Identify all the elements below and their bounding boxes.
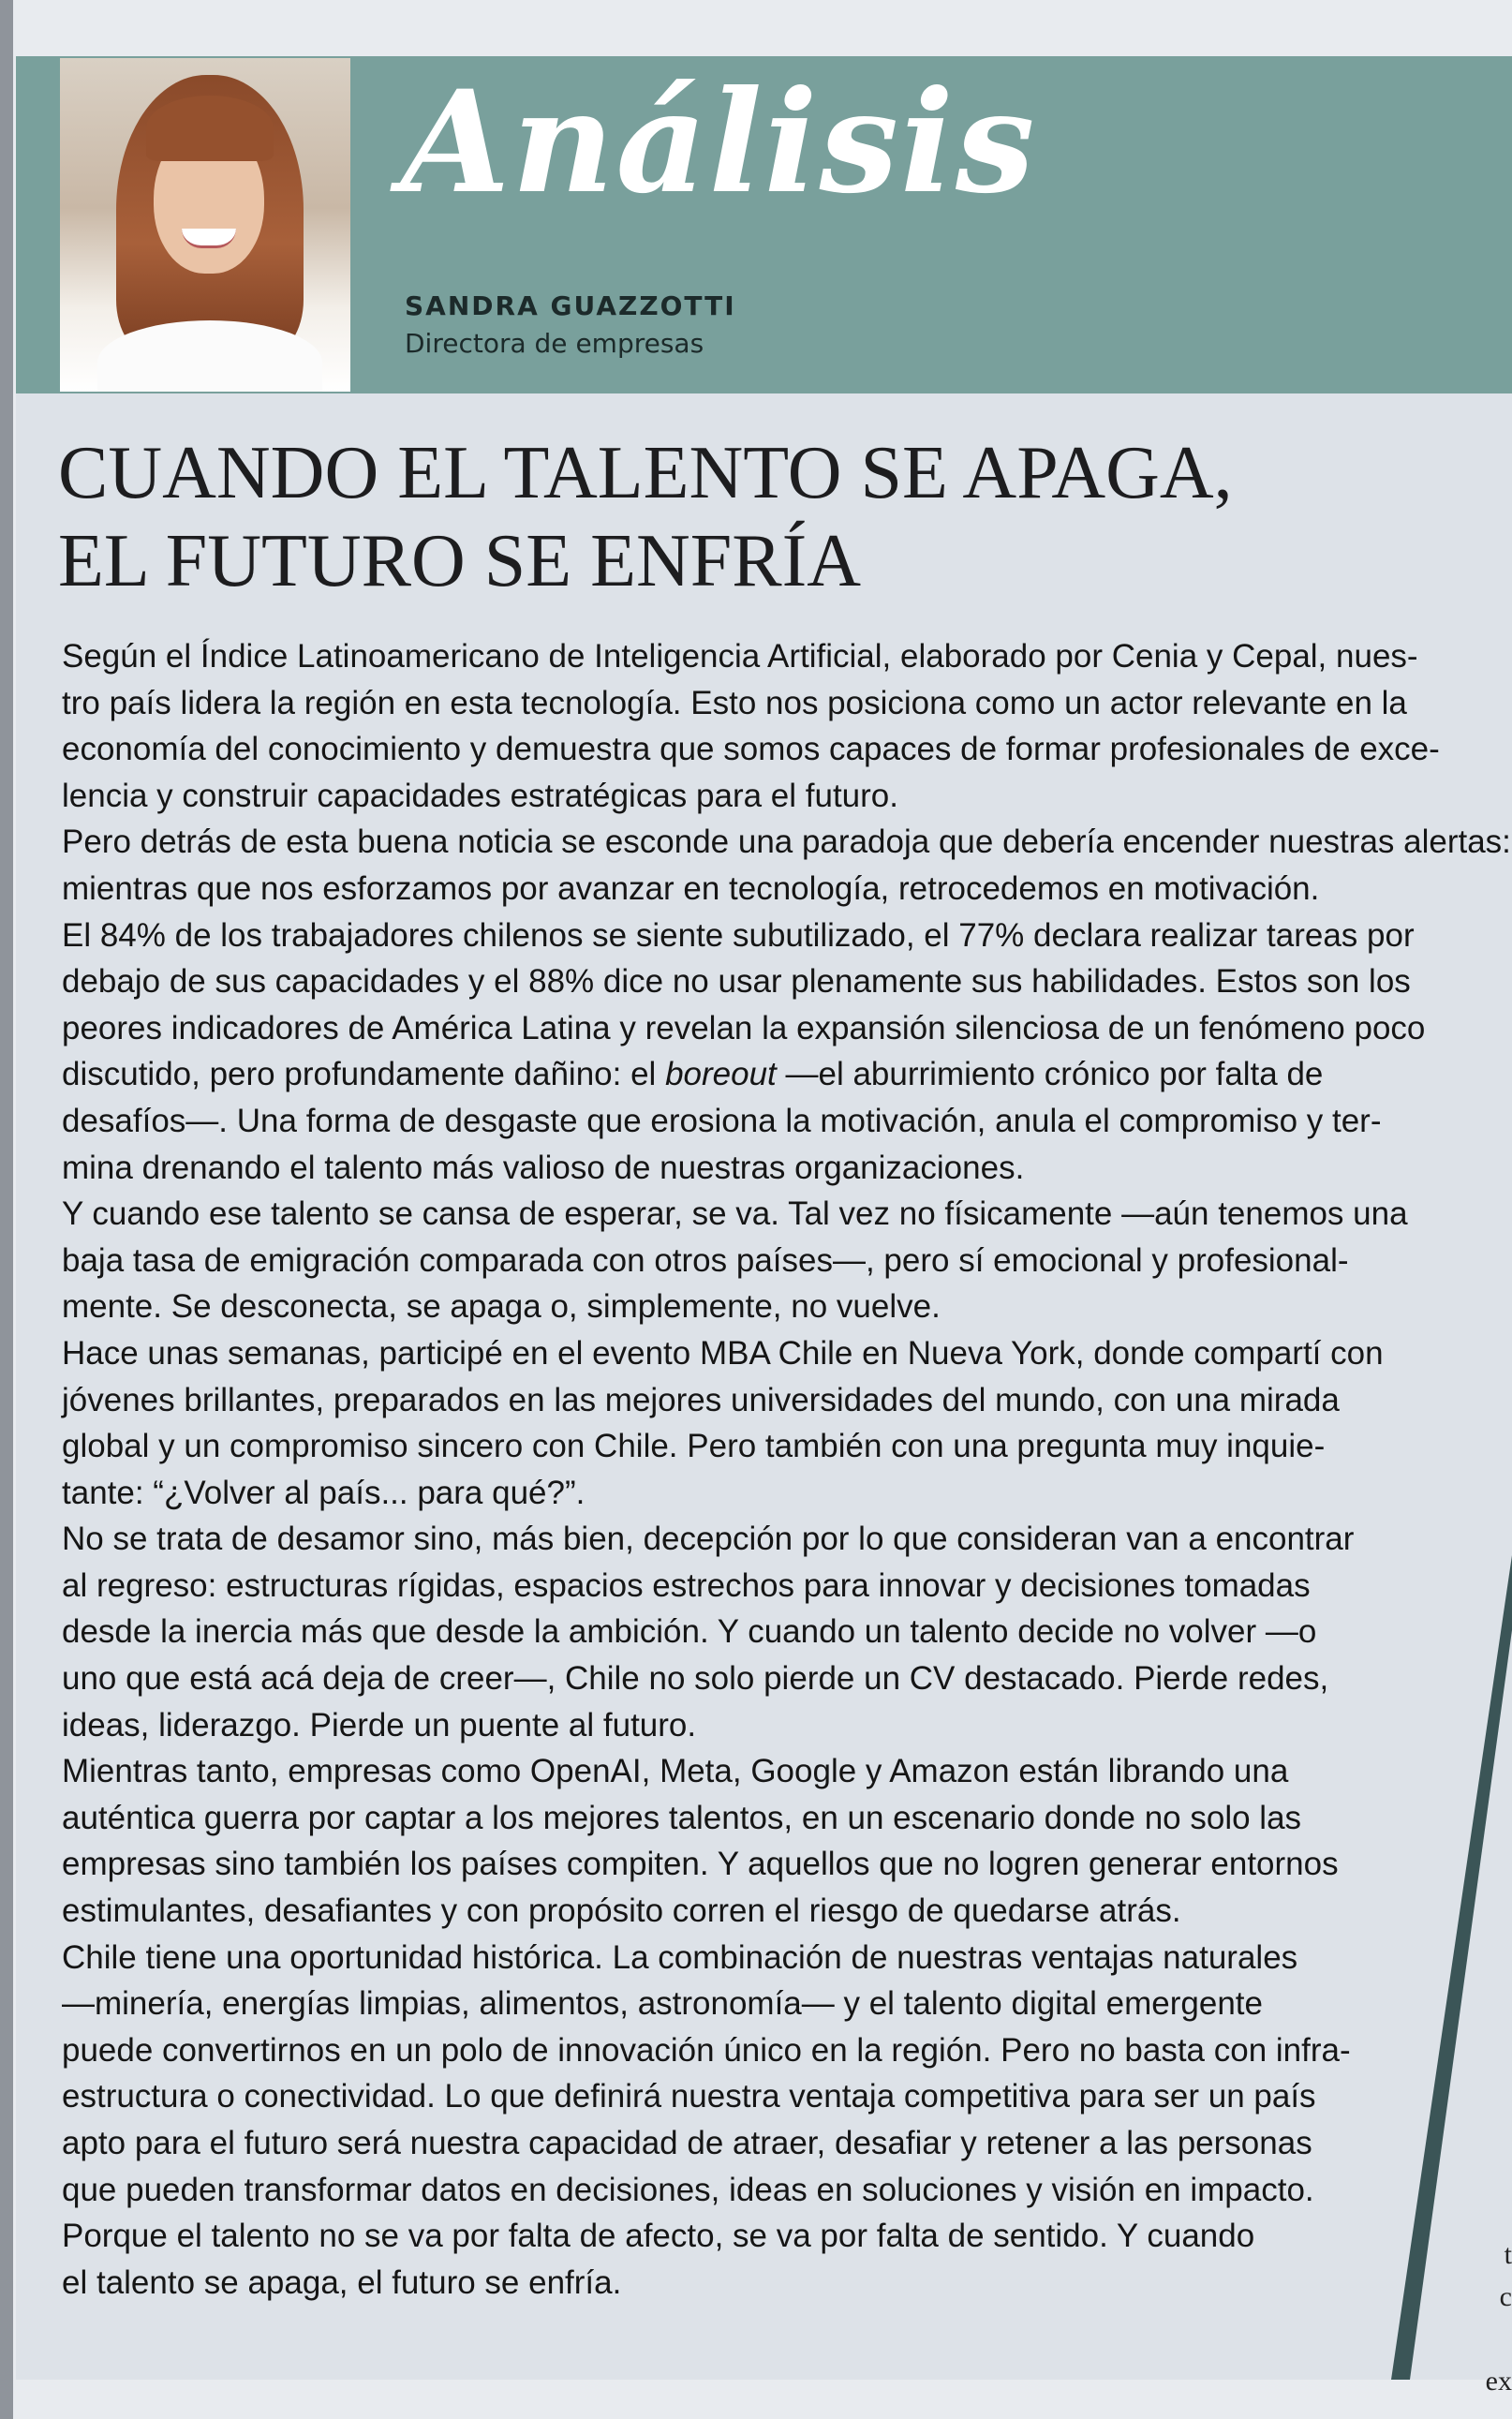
italic-term: boreout — [665, 1056, 777, 1093]
body-line: Pero detrás de esta buena noticia se esconde una paradoja que debería encender nuestras alertas: — [62, 824, 1511, 861]
body-line: Y cuando ese talento se cansa de esperar, se va. Tal vez no físicamente —aún tenemos una — [62, 1195, 1408, 1233]
headline — [58, 429, 1445, 605]
body-line: global y un compromiso sincero con Chile. Pero también con una pregunta muy inquie- — [62, 1428, 1326, 1465]
article-body — [62, 633, 1511, 2306]
body-line: El 84% de los trabajadores chilenos se siente subutilizado, el 77% declara realizar tareas por — [62, 916, 1415, 954]
edge-fragment: c — [1499, 2281, 1512, 2312]
body-line: uno que está acá deja de creer—, Chile no solo pierde un CV destacado. Pierde redes, — [62, 1660, 1329, 1698]
left-page-edge — [0, 0, 13, 2419]
body-line: apto para el futuro será nuestra capacidad de atraer, desafiar y retener a las personas — [62, 2125, 1312, 2161]
body-line: estructura o conectividad. Lo que definirá nuestra ventaja competitiva para ser un país — [62, 2078, 1316, 2115]
body-line: Chile tiene una oportunidad histórica. La combinación de nuestras ventajas naturales — [62, 1938, 1298, 1976]
body-line: estimulantes, desafiantes y con propósito corren el riesgo de quedarse atrás. — [62, 1892, 1181, 1930]
body-line: debajo de sus capacidades y el 88% dice no usar plenamente sus habilidades. Estos son los — [62, 963, 1411, 1001]
body-line: baja tasa de emigración comparada con otros países—, pero sí emocional y profesional- — [62, 1241, 1349, 1279]
body-line: mente. Se desconecta, se apaga o, simplemente, no vuelve. — [62, 1288, 941, 1326]
body-line: desafíos—. Una forma de desgaste que erosiona la motivación, anula el compromiso y ter- — [62, 1102, 1382, 1139]
body-line: jóvenes brillantes, preparados en las mejores universidades del mundo, con una mirada — [62, 1381, 1340, 1418]
body-line: Mientras tanto, empresas como OpenAI, Meta, Google y Amazon están librando una — [62, 1753, 1289, 1790]
body-line: discutido, pero profundamente dañino: el boreout —el aburrimiento crónico por falta de — [62, 1056, 1324, 1093]
body-line: mina drenando el talento más valioso de nuestras organizaciones. — [62, 1149, 1025, 1186]
body-line: Porque el talento no se va por falta de afecto, se va por falta de sentido. Y cuando — [62, 2218, 1255, 2255]
body-line: empresas sino también los países compiten. Y aquellos que no logren generar entornos — [62, 1846, 1339, 1883]
body-line: tante: “¿Volver al país... para qué?”. — [62, 1474, 586, 1511]
decorative-stripe — [1391, 1555, 1512, 2380]
body-line: Hace unas semanas, participé en el evento MBA Chile en Nueva York, donde compartí con — [62, 1334, 1384, 1372]
body-line: tro país lidera la región en esta tecnología. Esto nos posiciona como un actor relevante en la — [62, 684, 1407, 721]
author-photo — [60, 58, 350, 392]
edge-fragment: ex — [1485, 2366, 1512, 2397]
body-line: Según el Índice Latinoamericano de Inteligencia Artificial, elaborado por Cenia y Cepal, nues- — [62, 638, 1418, 675]
headline-line: CUANDO EL TALENTO SE APAGA, — [58, 432, 1233, 514]
body-line: desde la inercia más que desde la ambición. Y cuando un talento decide no volver —o — [62, 1613, 1317, 1651]
body-line: al regreso: estructuras rígidas, espacios estrechos para innovar y decisiones tomadas — [62, 1566, 1311, 1604]
headline-line: EL FUTURO SE ENFRÍA — [58, 520, 862, 602]
edge-fragment: t — [1504, 2239, 1512, 2270]
body-line: lencia y construir capacidades estratégicas para el futuro. — [62, 777, 898, 814]
body-line: mientras que nos esforzamos por avanzar en tecnología, retrocedemos en motivación. — [62, 869, 1320, 907]
section-kicker: Análisis — [401, 60, 1037, 225]
body-line: —minería, energías limpias, alimentos, astronomía— y el talento digital emergente — [62, 1985, 1263, 2023]
body-line: auténtica guerra por captar a los mejores talentos, en un escenario donde no solo las — [62, 1799, 1302, 1836]
author-name: SANDRA GUAZZOTTI — [405, 290, 736, 321]
body-line: el talento se apaga, el futuro se enfría. — [62, 2263, 622, 2301]
body-line: puede convertirnos en un polo de innovación único en la región. Pero no basta con infra- — [62, 2031, 1351, 2069]
photo-bangs — [146, 96, 274, 161]
body-line: que pueden transformar datos en decisiones, ideas en soluciones y visión en impacto. — [62, 2171, 1314, 2208]
body-line: No se trata de desamor sino, más bien, decepción por lo que consideran van a encontrar — [62, 1521, 1355, 1558]
author-role: Directora de empresas — [405, 328, 704, 359]
body-line: ideas, liderazgo. Pierde un puente al futuro. — [62, 1706, 697, 1744]
body-line: economía del conocimiento y demuestra que somos capaces de formar profesionales de exce- — [62, 731, 1440, 768]
body-line: peores indicadores de América Latina y revelan la expansión silenciosa de un fenómeno poco — [62, 1009, 1426, 1046]
